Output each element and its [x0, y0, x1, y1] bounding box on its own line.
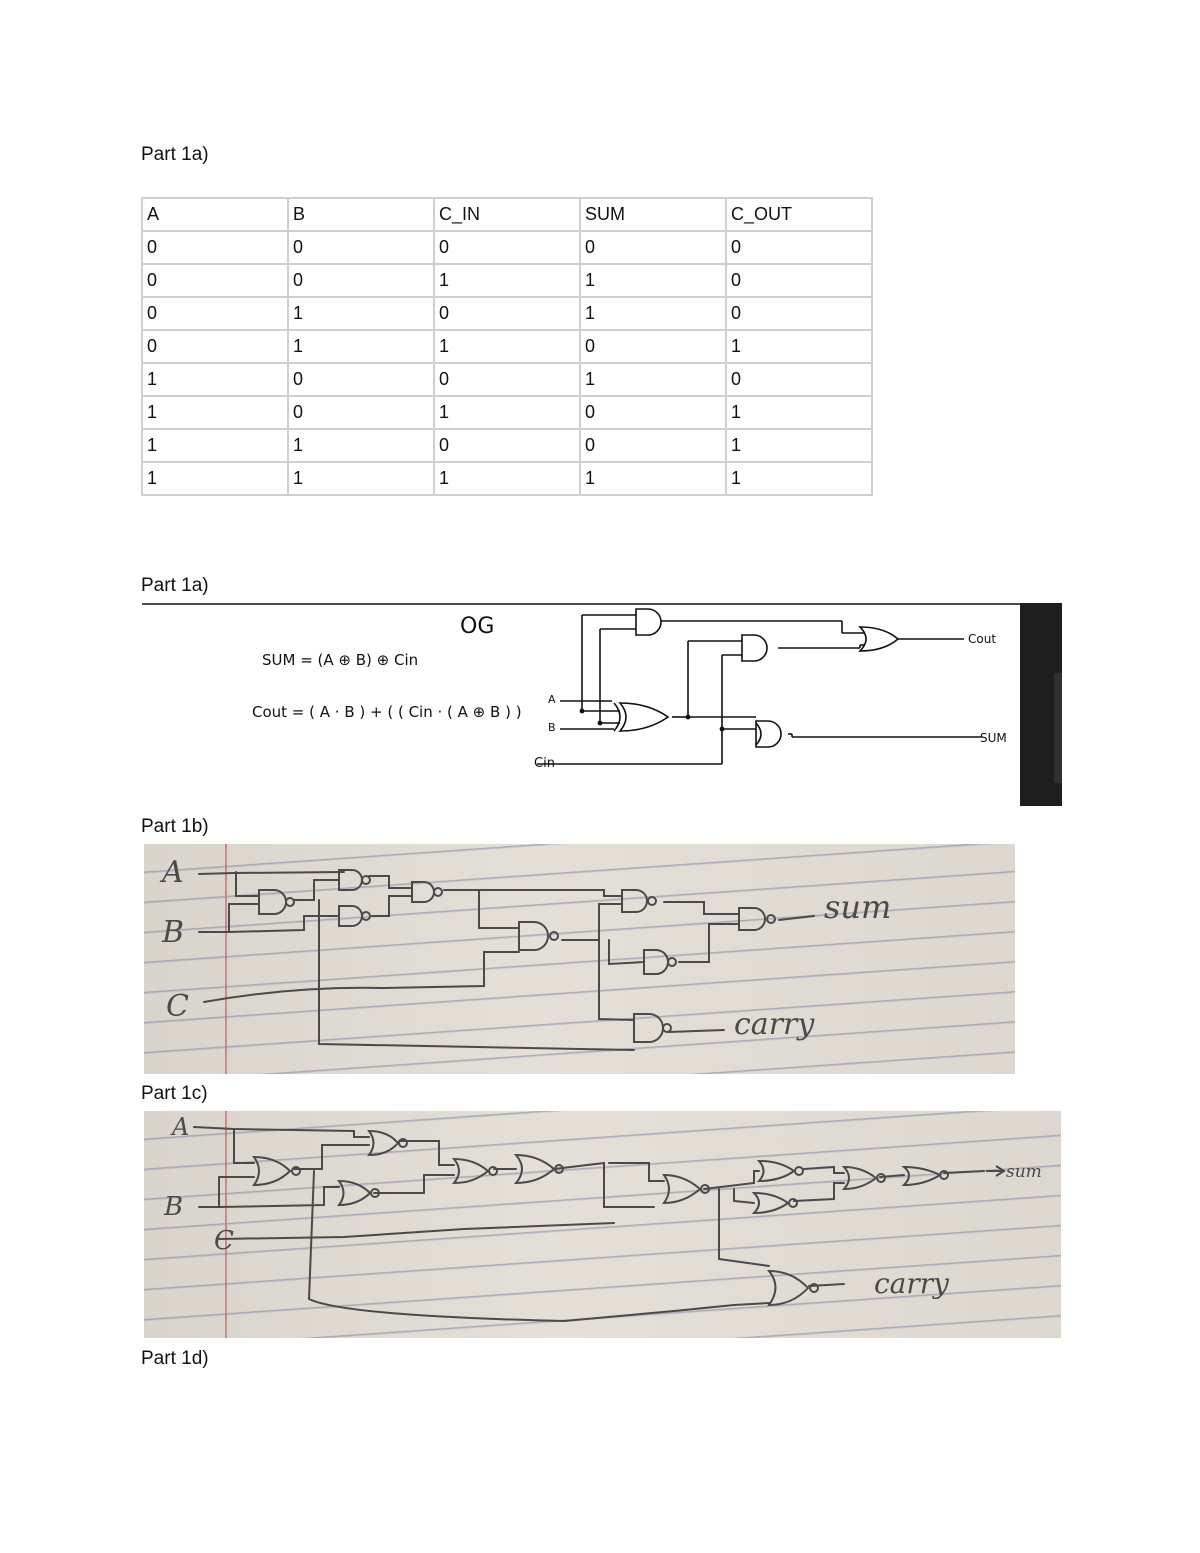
column-header: SUM [580, 198, 726, 231]
nor-gate-icon [754, 1193, 788, 1213]
table-cell: 0 [726, 297, 872, 330]
table-row [142, 231, 872, 264]
and-gate-icon [742, 635, 767, 661]
table-cell: 1 [580, 264, 726, 297]
heading-part-1a-circuit: Part 1a) [141, 575, 209, 596]
heading-part-1d: Part 1d) [141, 1348, 209, 1369]
nor-gate-icon [759, 1161, 794, 1181]
table-cell: 1 [142, 462, 288, 495]
and-gate-icon [756, 721, 781, 747]
nand-gate-icon [519, 922, 548, 950]
table-cell: 1 [434, 330, 580, 363]
table-cell: 1 [726, 462, 872, 495]
table-row [142, 429, 872, 462]
table-cell: 1 [288, 330, 434, 363]
output-carry-label: carry [874, 1267, 949, 1300]
table-cell: 0 [142, 231, 288, 264]
nor-circuit-drawing [144, 1111, 1061, 1338]
table-cell: 1 [580, 297, 726, 330]
heading-part-1a: Part 1a) [141, 144, 209, 165]
table-row [142, 264, 872, 297]
table-row [142, 462, 872, 495]
table-cell: 0 [434, 297, 580, 330]
arrow-icon [986, 1166, 1004, 1176]
table-cell: 0 [288, 264, 434, 297]
output-cout-label: Cout [968, 632, 997, 646]
nand-gate-icon [412, 882, 434, 902]
table-cell: 1 [434, 264, 580, 297]
circuit-photo-1b [144, 844, 1015, 1074]
table-cell: 0 [726, 363, 872, 396]
circuit-title: OG [460, 614, 495, 639]
output-sum-label: SUM [980, 731, 1007, 745]
table-cell: 1 [726, 330, 872, 363]
table-cell: 1 [288, 297, 434, 330]
heading-part-1c: Part 1c) [141, 1083, 208, 1104]
input-cin-label: Cin [534, 756, 555, 771]
circuit-diagram-1a [142, 603, 1062, 806]
input-c-label: C [214, 1226, 234, 1256]
table-cell: 0 [434, 363, 580, 396]
column-header: C_OUT [726, 198, 872, 231]
output-sum-label: sum [824, 888, 892, 926]
nor-gate-icon [904, 1167, 940, 1185]
table-cell: 1 [288, 429, 434, 462]
nor-gate-icon [664, 1175, 700, 1203]
nand-gate-icon [339, 906, 362, 926]
table-cell: 0 [580, 330, 726, 363]
table-cell: 0 [288, 396, 434, 429]
column-header: C_IN [434, 198, 580, 231]
nor-gate-icon [339, 1181, 370, 1205]
circuit-photo-1c [144, 1111, 1061, 1338]
nand-gate-icon [739, 908, 765, 930]
nand-gate-icon [259, 890, 286, 914]
table-cell: 0 [142, 297, 288, 330]
nor-gate-icon [369, 1131, 398, 1155]
input-c-label: C [166, 989, 189, 1024]
input-b-label: B [164, 1192, 184, 1222]
input-b-label: B [548, 721, 556, 734]
input-a-label: A [172, 1113, 190, 1141]
table-cell: 1 [142, 396, 288, 429]
nor-gate-icon [254, 1157, 290, 1185]
table-cell: 1 [726, 396, 872, 429]
output-carry-label: carry [734, 1007, 815, 1042]
input-a-label: A [162, 855, 184, 890]
output-sum-label: sum [1006, 1162, 1042, 1182]
table-cell: 1 [726, 429, 872, 462]
table-cell: 0 [580, 231, 726, 264]
table-cell: 0 [726, 231, 872, 264]
nand-gate-icon [634, 1014, 663, 1042]
table-cell: 0 [580, 396, 726, 429]
nor-gate-icon [454, 1159, 488, 1183]
input-b-label: B [162, 915, 185, 950]
column-header: A [142, 198, 288, 231]
table-cell: 1 [142, 429, 288, 462]
nand-circuit-drawing [144, 844, 1015, 1074]
nor-gate-icon [769, 1271, 808, 1305]
table-cell: 1 [580, 363, 726, 396]
table-cell: 1 [142, 363, 288, 396]
table-cell: 1 [580, 462, 726, 495]
table-header-row [142, 198, 872, 231]
table-cell: 0 [142, 330, 288, 363]
heading-part-1b: Part 1b) [141, 816, 209, 837]
column-header: B [288, 198, 434, 231]
nor-gate-icon [516, 1155, 554, 1183]
table-cell: 0 [434, 231, 580, 264]
table-cell: 0 [726, 264, 872, 297]
table-row [142, 396, 872, 429]
table-cell: 0 [142, 264, 288, 297]
table-cell: 1 [434, 462, 580, 495]
table-cell: 0 [288, 363, 434, 396]
nand-gate-icon [622, 890, 647, 912]
input-a-label: A [548, 693, 556, 706]
table-row [142, 363, 872, 396]
table-row [142, 297, 872, 330]
nor-gate-icon [844, 1167, 876, 1189]
and-gate-icon [636, 609, 661, 635]
nand-gate-icon [644, 950, 668, 974]
table-cell: 1 [288, 462, 434, 495]
table-cell: 0 [580, 429, 726, 462]
table-cell: 0 [288, 231, 434, 264]
truth-table [141, 197, 873, 496]
table-cell: 0 [434, 429, 580, 462]
sum-equation: SUM = (A ⊕ B) ⊕ Cin [262, 651, 419, 669]
table-cell: 1 [434, 396, 580, 429]
cout-equation: Cout = ( A · B ) + ( ( Cin · ( A ⊕ B ) ) [252, 703, 522, 721]
table-row [142, 330, 872, 363]
